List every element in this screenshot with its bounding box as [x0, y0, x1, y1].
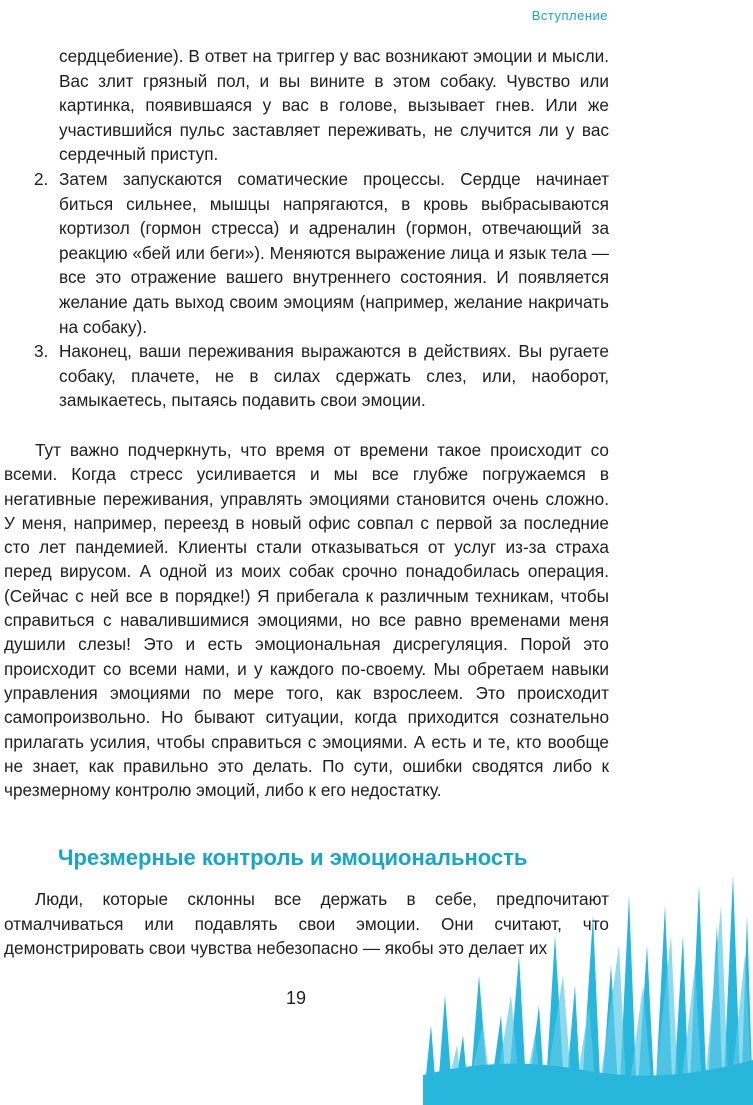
list-number: 2. — [34, 168, 49, 189]
body-paragraph: Тут важно подчеркнуть, что время от времени такое происходит со всеми. Когда стресс усиливается и мы все глубже погружаемся в негативные переживания, управлять эмоциями становится очень сложно. У меня, например, переезд в новый офис совпал с первой за последние сто лет пандемией. Клиенты стали отказываться от услуг из-за страха перед вирусом. А одной из моих собак срочно понадобилась операция. (Сейчас с ней все в порядке!) Я прибегала к различным техникам, чтобы справиться с навалившимися эмоциями, но все равно временами меня душили слезы! Это и есть эмоциональная дисрегуляция. Порой это происходит со всеми нами, и у каждого по-своему. Мы обретаем навыки управления эмоциями по мере того, как взрослеем. Это происходит самопроизвольно. Но бывают ситуации, когда приходится сознательно прилагать усилия, чтобы справиться с эмоциями. А есть и те, кто вообще не знает, как правильно это делать. По сути, ошибки сводятся либо к чрезмерному контролю эмоций, либо к его недостатку. — [4, 440, 609, 801]
page-number: 19 — [286, 988, 307, 1008]
section-heading: Чрезмерные контроль и эмоциональность — [58, 845, 528, 870]
list-item — [34, 167, 609, 339]
grass-decoration — [423, 875, 753, 1105]
numbered-list — [34, 44, 609, 413]
list-number: 3. — [34, 341, 49, 362]
list-item-text: сердцебиение). В ответ на триггер у вас возникают эмоции и мысли. Вас злит грязный пол, и вы вините в этом собаку. Чувство или картинка, появившаяся у вас в голове, вызывает гнев. Или же участившийся пульс заставляет переживать, не случится ли у вас сердечный приступ. — [59, 46, 609, 165]
list-item — [34, 339, 609, 413]
list-item — [34, 44, 609, 167]
running-header: Вступление — [531, 8, 608, 23]
list-item-text: Затем запускаются соматические процессы. Сердце начинает биться сильнее, мышцы напрягаются, в кровь выбрасываются кортизол (гормон стресса) и адреналин (гормон, отвечающий за реакцию «бей или беги»). Меняются выражение лица и язык тела — все это отражение вашего внутреннего состояния. И появляется желание дать выход своим эмоциям (например, желание накричать на собаку). — [59, 168, 609, 337]
body-paragraph-2: Люди, которые склонны все держать в себе, предпочитают отмалчиваться или подавлять свои эмоции. Они считают, что демонстрировать свои чувства небезопасно — якобы это делает их — [4, 889, 609, 959]
list-item-text: Наконец, ваши переживания выражаются в действиях. Вы ругаете собаку, плачете, не в силах сдержать слез, или, наоборот, замыкаетесь, пытаясь подавить свои эмоции. — [59, 341, 609, 411]
